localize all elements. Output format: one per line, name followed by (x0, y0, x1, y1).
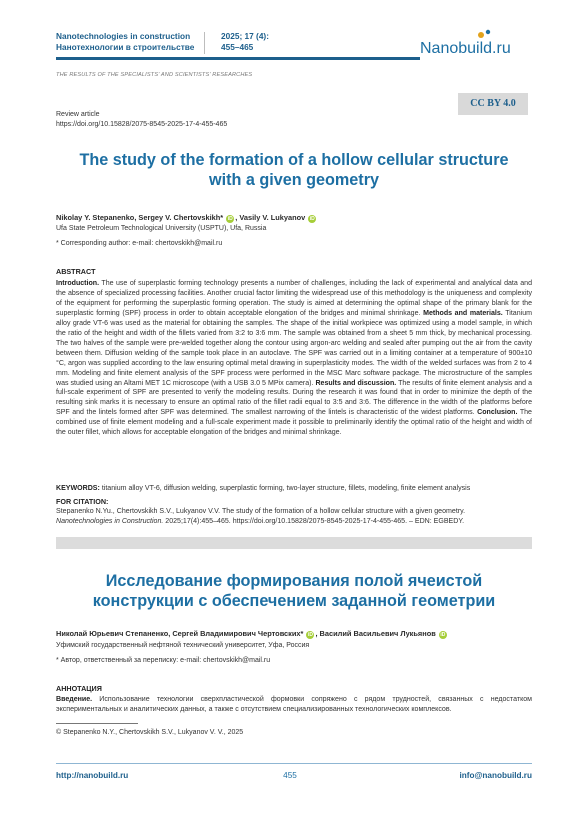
title-en-line-1: The study of the formation of a hollow cellular structure (79, 151, 509, 169)
journal-name-en: Nanotechnologies in construction (56, 31, 191, 41)
author-names: , Василий Васильевич Лукьянов (315, 629, 436, 638)
author-names: Nikolay Y. Stepanenko, Sergey V. Chertovskikh* (56, 213, 224, 222)
issue-info: 2025; 17 (4): (221, 31, 269, 41)
journal-name-ru: Нанотехнологии в строительстве (56, 42, 195, 52)
header-rule (56, 57, 420, 60)
affiliation-en: Ufa State Petroleum Technological University (USPTU), Ufa, Russia (56, 225, 267, 232)
page-range: 455–465 (221, 42, 254, 52)
author-names: Николай Юрьевич Степаненко, Сергей Владимирович Чертовских* (56, 629, 304, 638)
keywords-text: titanium alloy VT-6, diffusion welding, superplastic forming, two-layer structure, fillets, modeling, finite element analysis (99, 485, 471, 492)
section-tag: THE RESULTS OF THE SPECIALISTS' AND SCIENTISTS' RESEARCHES (56, 72, 253, 78)
footer-rule (56, 763, 532, 764)
abstract-heading: ABSTRACT (56, 267, 96, 276)
corresponding-author-en: * Corresponding author: e-mail: chertovskikh@mail.ru (56, 240, 223, 247)
citation-heading: FOR CITATION: (56, 497, 109, 506)
orcid-icon[interactable]: iD (309, 216, 315, 222)
authors-en (56, 213, 317, 223)
orcid-icon[interactable]: iD (307, 632, 313, 638)
footnote-rule (56, 723, 138, 724)
intro-text-ru: Использование технологии сверхпластической формовки сопряжено с рядом трудностей, связанных с недостатком экспериментальных и аналитических данных, а также с отсутствием специализированных технологических комплексов. (56, 696, 532, 713)
results-label: Results and discussion. (315, 379, 397, 387)
results-text: The results of finite element analysis and a full-scale experiment of SPF are presented to verify the modeling results. During the research it was found that in order to minimize the depth of the resulting sink marks it is necessary to ensure an optimal ratio of the fillet radii equal to 3:5 and 3:6. The difference in the width of the platforms before SPF and the lintels formed after SPF was determined. The smallest narrowing of the lintels is characteristic of the widest platforms. (56, 379, 532, 417)
author-names: , Vasily V. Lukyanov (235, 213, 306, 222)
citation-authors-title: Stepanenko N.Yu., Chertovskikh S.V., Lukyanov V.V. The study of the formation of a hollow cellular structure with a given geometry. (56, 508, 466, 515)
article-title-ru (56, 571, 532, 611)
citation-journal: Nanotechnologies in Construction. (56, 518, 164, 525)
title-ru-line-2: конструкции с обеспечением заданной геометрии (92, 592, 496, 610)
logo-text: Nanobuild.ru (420, 40, 511, 57)
footer-email-link[interactable]: info@nanobuild.ru (459, 771, 532, 780)
article-type: Review article (56, 111, 100, 118)
nanobuild-logo[interactable] (418, 26, 530, 60)
title-ru-line-1: Исследование формирования полой ячеистой (105, 572, 483, 590)
section-separator-band (56, 537, 532, 549)
intro-text: The use of superplastic forming technology presents a number of challenges, including the lack of experimental and analytical data and the absence of specialized processing facilities. Another crucial factor limiting the widespread use of this methodology is the uniqueness and complexity of the equipment for performing the superplastic forming operation. The study is aimed at determining the optimal shape of the primary blank for the superplastic forming (SPF) process in order to obtain acceptable elongation of the bridges and minimal shrinkage. (56, 280, 532, 317)
doi-link[interactable]: https://doi.org/10.15828/2075-8545-2025-17-4-455-465 (56, 121, 228, 128)
article-title-en (56, 150, 532, 190)
keywords-label: KEYWORDS: (56, 485, 100, 492)
conclusion-label: Conclusion. (477, 409, 518, 417)
intro-label: Introduction. (56, 280, 100, 287)
page-number: 455 (283, 771, 297, 780)
title-en-line-2: with a given geometry (208, 171, 379, 189)
copyright-notice: © Stepanenko N.Y., Chertovskikh S.V., Lukyanov V. V., 2025 (56, 729, 244, 736)
abstract-body (56, 279, 532, 438)
citation-body (56, 507, 532, 527)
annotation-body (56, 695, 532, 715)
authors-ru (56, 629, 448, 639)
orcid-icon[interactable]: iD (440, 632, 446, 638)
citation-details: 2025;17(4):455–465. https://doi.org/10.15828/2075-8545-2025-17-4-455-465. – EDN: EGBEDY. (163, 518, 465, 525)
annotation-heading: АННОТАЦИЯ (56, 684, 102, 693)
license-badge[interactable]: CC BY 4.0 (458, 93, 528, 115)
affiliation-ru: Уфимский государственный нефтяной технический университет, Уфа, Россия (56, 642, 310, 649)
methods-text: Titanium alloy grade VT-6 was used as the material for obtaining the samples. The shape of the initial workpiece was optimized using a model sample, in which the ratio of the height and width of the fillets varied from 3:2 to 3:6 mm. The sample was obtained from a sheet 5 mm thick, by mechanical processing. The two halves of the sample were pre-welded together along the contour using argon-arc welding and sealed after pumping out the air from the cavity between them. Diffusion welding of the sample took place in an autoclave. The SPF was carried out in a limiting container at a temperature of 900±10 °C, argon was supplied according to the law ensuring optimal metal drawing in superplasticity modes. The width of the welded surfaces was from 2 to 4 mm. Modeling and finite element analysis of the SPF process were performed in the MSC Marc software package. The microstructure of the samples was studied using an Altami MET 1C microscope (with a USB 3.0 5 MPix camera). (56, 309, 533, 387)
orcid-icon[interactable]: iD (227, 216, 233, 222)
corresponding-author-ru: * Автор, ответственный за переписку: e-mail: chertovskikh@mail.ru (56, 657, 271, 664)
footer-website-link[interactable]: http://nanobuild.ru (56, 771, 129, 780)
header-divider (204, 32, 205, 54)
conclusion-text: The combined use of finite element modeling and a full-scale experiment made it possible to preliminarily identify the optimal ratio of the height and width of the outer fillet, which allows for acceptable elongation of the bridges and minimal shrinkage. (56, 409, 532, 437)
intro-label-ru: Введение. (56, 696, 93, 703)
methods-label: Methods and materials. (423, 309, 503, 317)
keywords (56, 485, 532, 492)
logo-dot-icon (478, 32, 484, 38)
logo-dot-icon (486, 30, 490, 34)
